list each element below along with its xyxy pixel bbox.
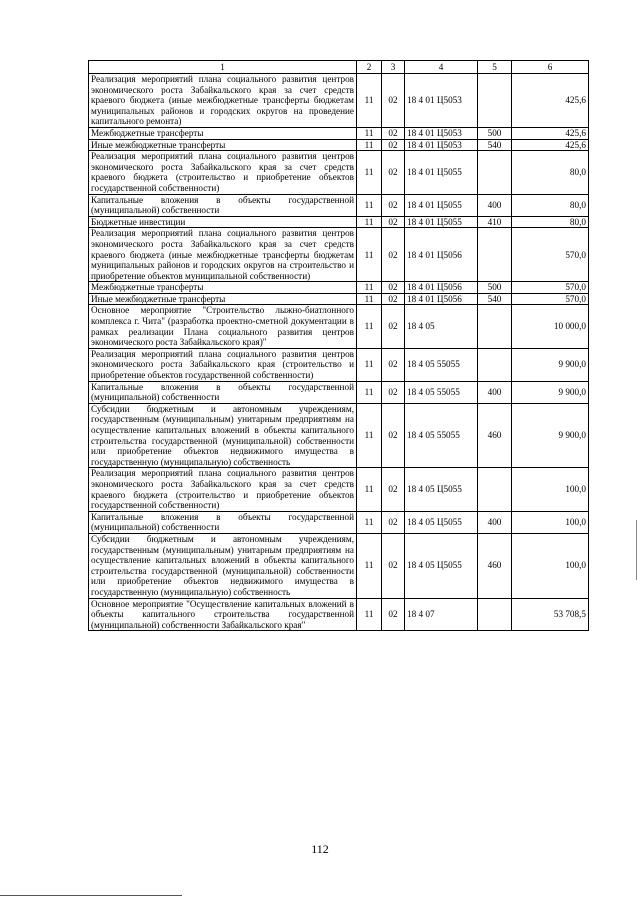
table-cell-section: 11 — [357, 533, 382, 598]
table-cell-section: 11 — [357, 348, 382, 381]
table-cell-amount: 100,0 — [512, 511, 589, 533]
table-row — [89, 305, 589, 348]
table-cell-name: Основное мероприятие "Осуществление капитальных вложений в объекты капитального строительства государственной (муниципальной) собственности Забайкальского края" — [89, 598, 357, 631]
table-cell-amount: 53 708,5 — [512, 598, 589, 631]
table-cell-expense-type: 540 — [478, 139, 512, 151]
table-cell-subsection: 02 — [382, 533, 405, 598]
table-cell-expense-type: 460 — [478, 533, 512, 598]
table-cell-name: Межбюджетные трансферты — [89, 127, 357, 139]
table-cell-target-code: 18 4 01 Ц5056 — [405, 293, 478, 305]
table-cell-amount: 570,0 — [512, 228, 589, 282]
table-cell-section: 11 — [357, 511, 382, 533]
table-cell-section: 11 — [357, 468, 382, 511]
table-cell-subsection: 02 — [382, 348, 405, 381]
table-cell-section: 11 — [357, 381, 382, 403]
table-cell-section: 11 — [357, 228, 382, 282]
table-cell-target-code: 18 4 01 Ц5053 — [405, 74, 478, 128]
header-cell: 2 — [357, 61, 382, 74]
table-cell-target-code: 18 4 01 Ц5053 — [405, 127, 478, 139]
table-cell-name: Реализация мероприятий плана социального развития центров экономического роста Забайкальского края (строительство и приобретение объектов государственной собственности) — [89, 348, 357, 381]
table-cell-name: Иные межбюджетные трансферты — [89, 139, 357, 151]
table-cell-subsection: 02 — [382, 511, 405, 533]
table-cell-expense-type — [478, 305, 512, 348]
table-cell-name: Иные межбюджетные трансферты — [89, 293, 357, 305]
table-cell-section: 11 — [357, 598, 382, 631]
table-cell-name: Основное мероприятие "Строительство лыжно-биатлонного комплекса г. Чита" (разработка проектно-сметной документации в рамках реализации Плана социального развития центров экономического роста Забайкальского края)" — [89, 305, 357, 348]
table-row — [89, 151, 589, 194]
table-cell-subsection: 02 — [382, 598, 405, 631]
page-number: 112 — [311, 842, 329, 856]
table-cell-target-code: 18 4 01 Ц5055 — [405, 194, 478, 216]
table-cell-target-code: 18 4 01 Ц5056 — [405, 228, 478, 282]
table-cell-target-code: 18 4 01 Ц5055 — [405, 151, 478, 194]
table-cell-expense-type: 500 — [478, 282, 512, 294]
table-cell-name: Капитальные вложения в объекты государственной (муниципальной) собственности — [89, 381, 357, 403]
table-row — [89, 282, 589, 294]
table-cell-name: Субсидии бюджетным и автономным учреждениям, государственным (муниципальным) унитарным предприятиям на осуществление капитальных вложений в объекты капитального строительства государственной (муниципальной) собственности или приобретение объектов недвижимого имущества в государственную (муниципальную) собственность — [89, 533, 357, 598]
table-row — [89, 293, 589, 305]
table-row — [89, 468, 589, 511]
table-row — [89, 598, 589, 631]
table-cell-target-code: 18 4 01 Ц5056 — [405, 282, 478, 294]
table-cell-subsection: 02 — [382, 194, 405, 216]
table-cell-amount: 10 000,0 — [512, 305, 589, 348]
table-cell-section: 11 — [357, 151, 382, 194]
table-cell-expense-type: 400 — [478, 381, 512, 403]
header-cell: 4 — [405, 61, 478, 74]
table-cell-amount: 9 900,0 — [512, 348, 589, 381]
header-cell: 5 — [478, 61, 512, 74]
table-cell-section: 11 — [357, 216, 382, 228]
table-cell-amount: 80,0 — [512, 216, 589, 228]
table-cell-expense-type — [478, 74, 512, 128]
table-cell-section: 11 — [357, 194, 382, 216]
table-row — [89, 381, 589, 403]
table-cell-amount: 100,0 — [512, 468, 589, 511]
table-row — [89, 139, 589, 151]
table-cell-subsection: 02 — [382, 293, 405, 305]
table-cell-name: Реализация мероприятий плана социального развития центров экономического роста Забайкальского края за счет средств краевого бюджета (иные межбюджетные трансферты бюджетам муниципальных районов и городских округов на строительство и приобретение объектов муниципальной собственности) — [89, 228, 357, 282]
table-cell-target-code: 18 4 07 — [405, 598, 478, 631]
table-cell-expense-type: 540 — [478, 293, 512, 305]
table-cell-target-code: 18 4 05 Ц5055 — [405, 533, 478, 598]
table-row — [89, 216, 589, 228]
header-row — [89, 61, 589, 74]
table-row — [89, 74, 589, 128]
table-cell-subsection: 02 — [382, 216, 405, 228]
table-cell-expense-type: 410 — [478, 216, 512, 228]
table-cell-subsection: 02 — [382, 468, 405, 511]
table-cell-name: Межбюджетные трансферты — [89, 282, 357, 294]
table-cell-name: Реализация мероприятий плана социального развития центров экономического роста Забайкальского края за счет средств краевого бюджета (строительство и приобретение объектов государственной собственности) — [89, 151, 357, 194]
budget-table — [88, 60, 589, 631]
table-cell-subsection: 02 — [382, 127, 405, 139]
table-row — [89, 533, 589, 598]
table-cell-section: 11 — [357, 74, 382, 128]
table-cell-expense-type — [478, 598, 512, 631]
table-cell-amount: 570,0 — [512, 293, 589, 305]
table-cell-target-code: 18 4 05 55055 — [405, 403, 478, 468]
table-cell-target-code: 18 4 05 55055 — [405, 381, 478, 403]
table-cell-name: Капитальные вложения в объекты государственной (муниципальной) собственности — [89, 194, 357, 216]
table-row — [89, 511, 589, 533]
table-cell-section: 11 — [357, 139, 382, 151]
table-cell-subsection: 02 — [382, 74, 405, 128]
table-cell-section: 11 — [357, 293, 382, 305]
header-cell: 1 — [89, 61, 357, 74]
table-cell-target-code: 18 4 05 Ц5055 — [405, 511, 478, 533]
table-cell-subsection: 02 — [382, 228, 405, 282]
table-cell-amount: 425,6 — [512, 139, 589, 151]
table-cell-section: 11 — [357, 305, 382, 348]
table-row — [89, 194, 589, 216]
table-cell-section: 11 — [357, 282, 382, 294]
table-cell-subsection: 02 — [382, 139, 405, 151]
table-cell-target-code: 18 4 05 — [405, 305, 478, 348]
table-cell-subsection: 02 — [382, 305, 405, 348]
table-row — [89, 127, 589, 139]
header-cell: 6 — [512, 61, 589, 74]
table-cell-target-code: 18 4 01 Ц5055 — [405, 216, 478, 228]
table-cell-name: Реализация мероприятий плана социального развития центров экономического роста Забайкальского края за счет средств краевого бюджета (иные межбюджетные трансферты бюджетам муниципальных районов и городских округов на проведение капитального ремонта) — [89, 74, 357, 128]
table-cell-subsection: 02 — [382, 403, 405, 468]
header-cell: 3 — [382, 61, 405, 74]
table-cell-expense-type — [478, 468, 512, 511]
scan-divider — [0, 895, 182, 896]
table-cell-expense-type — [478, 228, 512, 282]
table-cell-name: Субсидии бюджетным и автономным учреждениям, государственным (муниципальным) унитарным предприятиям на осуществление капитальных вложений в объекты капитального строительства государственной (муниципальной) собственности или приобретение объектов недвижимого имущества в государственную (муниципальную) собственность — [89, 403, 357, 468]
table-cell-subsection: 02 — [382, 151, 405, 194]
table-row — [89, 403, 589, 468]
table-cell-target-code: 18 4 05 Ц5055 — [405, 468, 478, 511]
table-cell-amount: 425,6 — [512, 127, 589, 139]
table-cell-amount: 9 900,0 — [512, 381, 589, 403]
table-cell-expense-type: 500 — [478, 127, 512, 139]
table-cell-name: Реализация мероприятий плана социального развития центров экономического роста Забайкальского края за счет средств краевого бюджета (строительство и приобретение объектов государственной собственности) — [89, 468, 357, 511]
table-cell-amount: 80,0 — [512, 194, 589, 216]
table-cell-section: 11 — [357, 127, 382, 139]
table-cell-name: Капитальные вложения в объекты государственной (муниципальной) собственности — [89, 511, 357, 533]
table-cell-amount: 9 900,0 — [512, 403, 589, 468]
table-cell-expense-type: 400 — [478, 511, 512, 533]
table-cell-subsection: 02 — [382, 381, 405, 403]
scan-edge-mark — [636, 520, 637, 580]
table-cell-amount: 425,6 — [512, 74, 589, 128]
table-cell-expense-type — [478, 151, 512, 194]
table-cell-amount: 100,0 — [512, 533, 589, 598]
table-cell-amount: 80,0 — [512, 151, 589, 194]
table-cell-expense-type: 460 — [478, 403, 512, 468]
table-cell-expense-type — [478, 348, 512, 381]
table-cell-target-code: 18 4 05 55055 — [405, 348, 478, 381]
table-cell-target-code: 18 4 01 Ц5053 — [405, 139, 478, 151]
table-row — [89, 348, 589, 381]
table-cell-section: 11 — [357, 403, 382, 468]
table-cell-amount: 570,0 — [512, 282, 589, 294]
table-cell-name: Бюджетные инвестиции — [89, 216, 357, 228]
table-cell-subsection: 02 — [382, 282, 405, 294]
table-cell-expense-type: 400 — [478, 194, 512, 216]
table-row — [89, 228, 589, 282]
